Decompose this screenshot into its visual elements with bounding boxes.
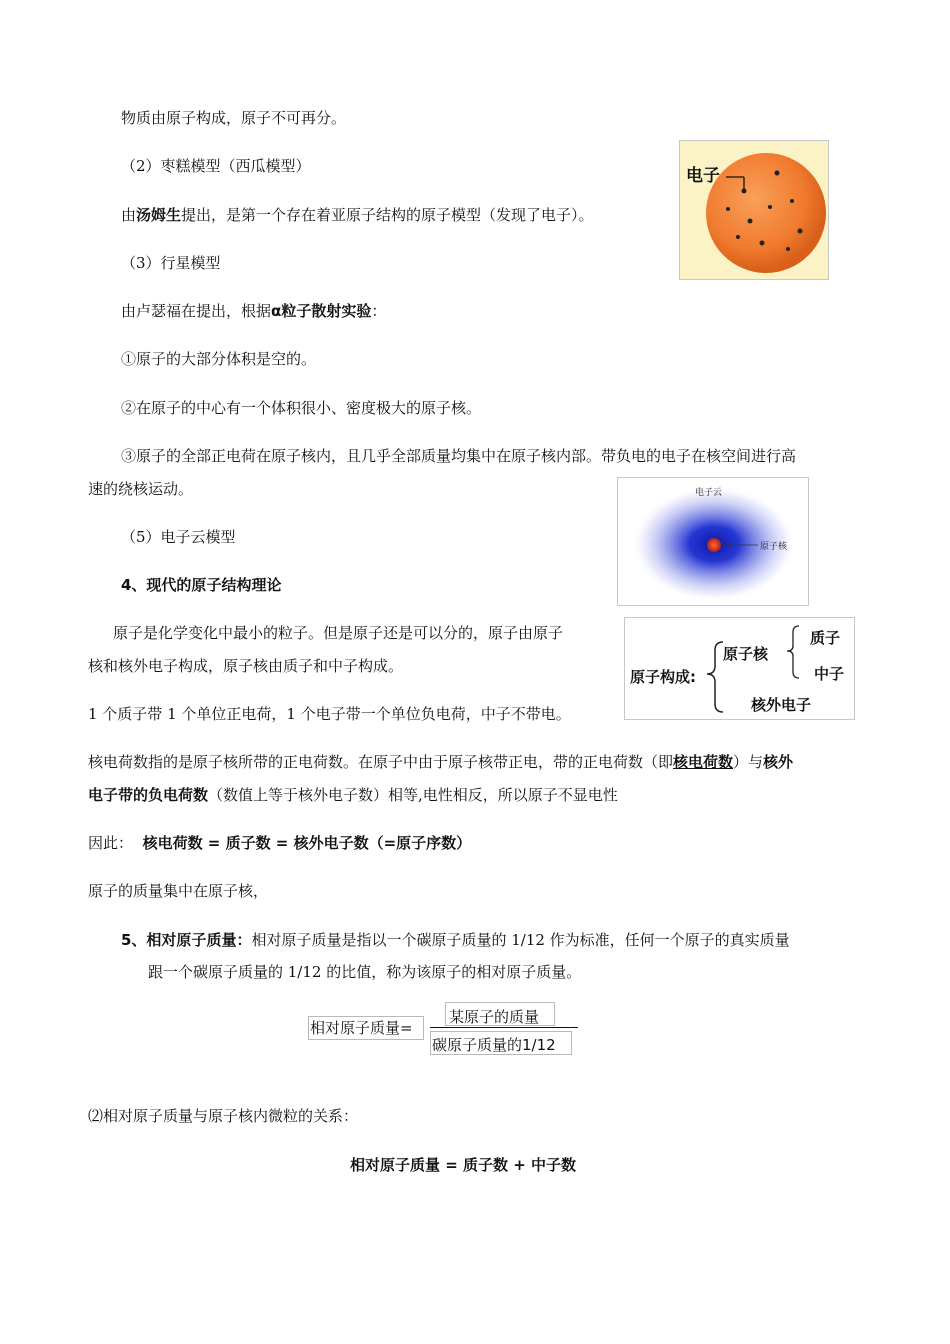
section-4-heading: 4、现代的原子结构理论 <box>121 576 282 594</box>
fraction-bar <box>430 1027 578 1028</box>
paragraph-13: 因此： 核电荷数 = 质子数 = 核外电子数（=原子序数） <box>88 834 472 852</box>
electron-label: 电子 <box>686 166 720 186</box>
structure-neutron-label: 中子 <box>814 665 845 683</box>
point-3-line-2: 速的绕核运动。 <box>88 480 194 498</box>
paragraph-12-line-1: 核电荷数指的是原子核所带的正电荷数。在原子中由于原子核带正电，带的正电荷数（即核电荷数）与核外 <box>88 753 794 771</box>
structure-proton-label: 质子 <box>810 629 841 647</box>
model-2-heading: （2）枣糕模型（西瓜模型） <box>121 157 311 175</box>
paragraph-1: 物质由原子构成，原子不可再分。 <box>121 109 347 127</box>
paragraph-10-line-2: 核和核外电子构成，原子核由质子和中子构成。 <box>88 657 404 675</box>
formula-numerator: 某原子的质量 <box>449 1008 540 1026</box>
paragraph-3: 由汤姆生提出，是第一个存在着亚原子结构的原子模型（发现了电子）。 <box>121 206 594 224</box>
electron-cloud-label: 电子云 <box>695 488 723 498</box>
plum-pudding-model-image <box>679 140 829 280</box>
point-3-line-1: ③原子的全部正电荷在原子核内，且几乎全部质量均集中在原子核内部。带负电的电子在核空间进行高 <box>121 447 797 465</box>
point-2: ②在原子的中心有一个体积很小、密度极大的原子核。 <box>121 399 482 417</box>
paragraph-5: 由卢瑟福在提出，根据α粒子散射实验： <box>121 302 387 320</box>
equality-statement: 核电荷数 = 质子数 = 核外电子数（=原子序数） <box>142 834 472 852</box>
mass-relation-formula: 相对原子质量 = 质子数 + 中子数 <box>350 1156 577 1174</box>
formula-denominator: 碳原子质量的1/12 <box>432 1036 556 1054</box>
structure-root-label: 原子构成: <box>630 668 696 686</box>
paragraph-14: 原子的质量集中在原子核， <box>88 882 269 900</box>
paragraph-10-line-1: 原子是化学变化中最小的粒子。但是原子还是可以分的，原子由原子 <box>113 624 564 642</box>
paragraph-16: ⑵相对原子质量与原子核内微粒的关系： <box>88 1107 359 1125</box>
structure-electron-label: 核外电子 <box>751 696 812 714</box>
point-1: ①原子的大部分体积是空的。 <box>121 350 317 368</box>
model-5-heading: （5）电子云模型 <box>121 528 236 546</box>
nuclear-charge-term: 核电荷数 <box>673 753 734 771</box>
nucleus-label: 原子核 <box>760 542 788 552</box>
paragraph-15-line-2: 跟一个碳原子质量的 1/12 的比值，称为该原子的相对原子质量。 <box>148 963 582 981</box>
electron-cloud-model-image <box>617 477 809 606</box>
nucleus <box>707 538 721 552</box>
atom-sphere <box>706 153 826 273</box>
model-3-heading: （3）行星模型 <box>121 254 221 272</box>
thomson-name: 汤姆生 <box>136 206 182 224</box>
formula-lhs: 相对原子质量= <box>310 1019 413 1037</box>
structure-nucleus-label: 原子核 <box>723 645 769 663</box>
paragraph-12-line-2: 电子带的负电荷数（数值上等于核外电子数）相等,电性相反，所以原子不显电性 <box>88 786 618 804</box>
atom-structure-diagram <box>624 617 855 720</box>
relative-atomic-mass-formula <box>308 1000 588 1060</box>
section-5-heading: 5、相对原子质量： <box>121 931 252 949</box>
alpha-experiment: α粒子散射实验 <box>271 302 372 320</box>
paragraph-11: 1 个质子带 1 个单位正电荷，1 个电子带一个单位负电荷，中子不带电。 <box>88 705 571 723</box>
paragraph-15-line-1: 5、相对原子质量：相对原子质量是指以一个碳原子质量的 1/12 作为标准，任何一个原子的真实质量 <box>121 931 790 949</box>
